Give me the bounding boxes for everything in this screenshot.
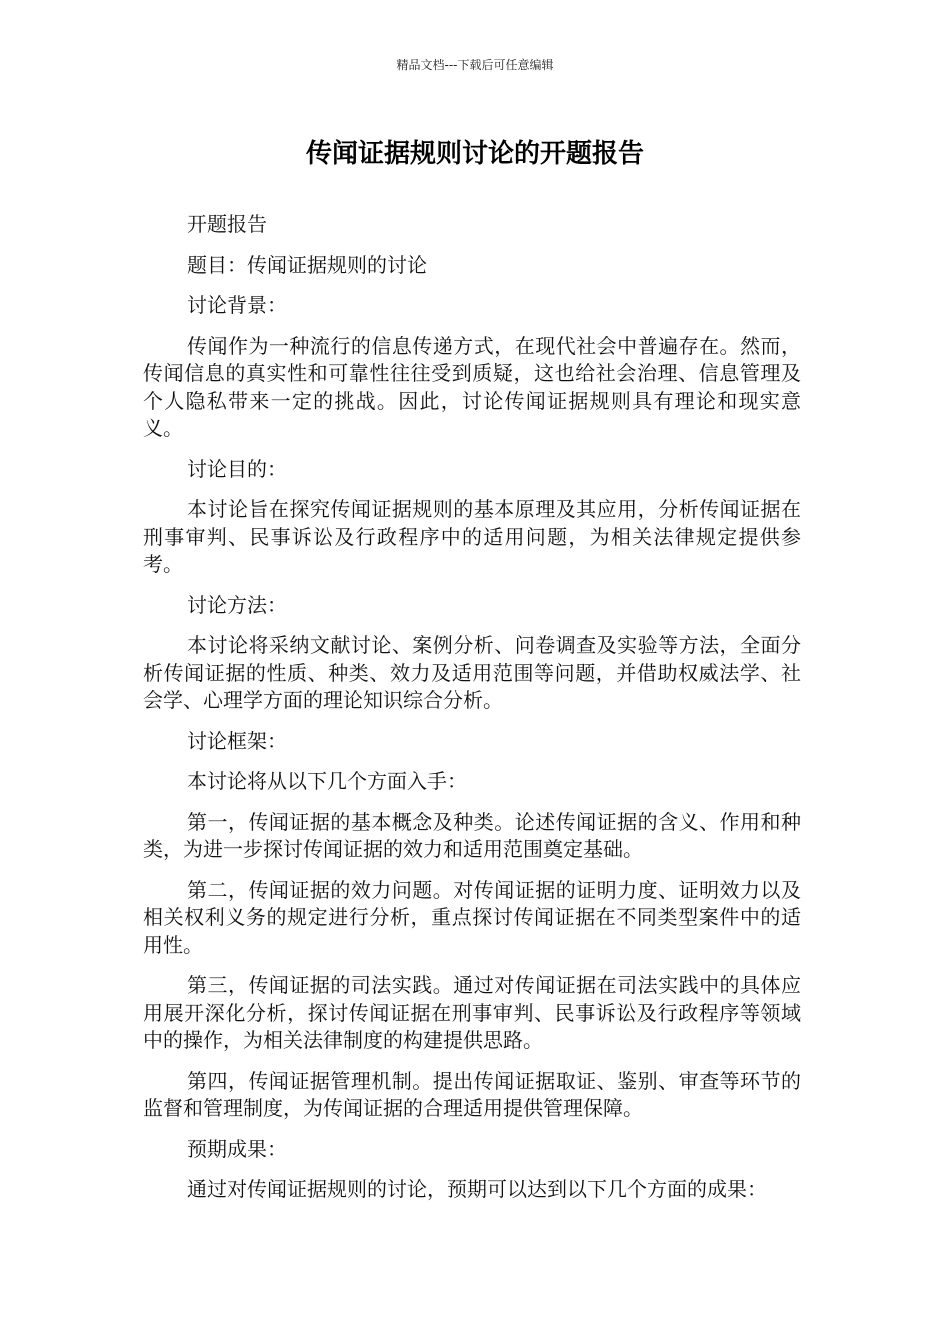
paragraph-framework-fourth: 第四，传闻证据管理机制。提出传闻证据取证、鉴别、审查等环节的监督和管理制度，为传闻证据的合理适用提供管理保障。 bbox=[143, 1068, 801, 1120]
paragraph-framework-intro: 本讨论将从以下几个方面入手： bbox=[187, 769, 467, 793]
document-body bbox=[143, 211, 801, 1217]
heading-background: 讨论背景： bbox=[187, 293, 287, 317]
heading-method: 讨论方法： bbox=[187, 592, 287, 617]
paragraph-report-label: 开题报告 bbox=[187, 212, 267, 236]
heading-purpose: 讨论目的： bbox=[187, 456, 287, 481]
document-title: 传闻证据规则讨论的开题报告 bbox=[305, 139, 644, 169]
page-header-watermark: 精品文档---下载后可任意编辑 bbox=[396, 58, 554, 72]
heading-expected-results: 预期成果： bbox=[187, 1136, 287, 1161]
paragraph-background: 传闻作为一种流行的信息传递方式，在现代社会中普遍存在。然而，传闻信息的真实性和可靠性往往受到质疑，这也给社会治理、信息管理及个人隐私带来一定的挑战。因此，讨论传闻证据规则具有理论和现实意义。 bbox=[143, 333, 801, 440]
paragraph-framework-third: 第三，传闻证据的司法实践。通过对传闻证据在司法实践中的具体应用展开深化分析，探讨传闻证据在刑事审判、民事诉讼及行政程序等领域中的操作，为相关法律制度的构建提供思路。 bbox=[143, 973, 801, 1052]
paragraph-purpose: 本讨论旨在探究传闻证据规则的基本原理及其应用，分析传闻证据在刑事审判、民事诉讼及行政程序中的适用问题，为相关法律规定提供参考。 bbox=[143, 497, 801, 576]
paragraph-framework-second: 第二，传闻证据的效力问题。对传闻证据的证明力度、证明效力以及相关权利义务的规定进行分析，重点探讨传闻证据在不同类型案件中的适用性。 bbox=[143, 877, 801, 957]
paragraph-topic: 题目：传闻证据规则的讨论 bbox=[187, 252, 427, 277]
paragraph-method: 本讨论将采纳文献讨论、案例分析、问卷调查及实验等方法，全面分析传闻证据的性质、种类、效力及适用范围等问题，并借助权威法学、社会学、心理学方面的理论知识综合分析。 bbox=[143, 633, 801, 712]
paragraph-framework-first: 第一，传闻证据的基本概念及种类。论述传闻证据的含义、作用和种类，为进一步探讨传闻证据的效力和适用范围奠定基础。 bbox=[143, 809, 801, 861]
heading-framework: 讨论框架： bbox=[187, 728, 287, 753]
paragraph-expected-results: 通过对传闻证据规则的讨论，预期可以达到以下几个方面的成果： bbox=[187, 1177, 767, 1201]
